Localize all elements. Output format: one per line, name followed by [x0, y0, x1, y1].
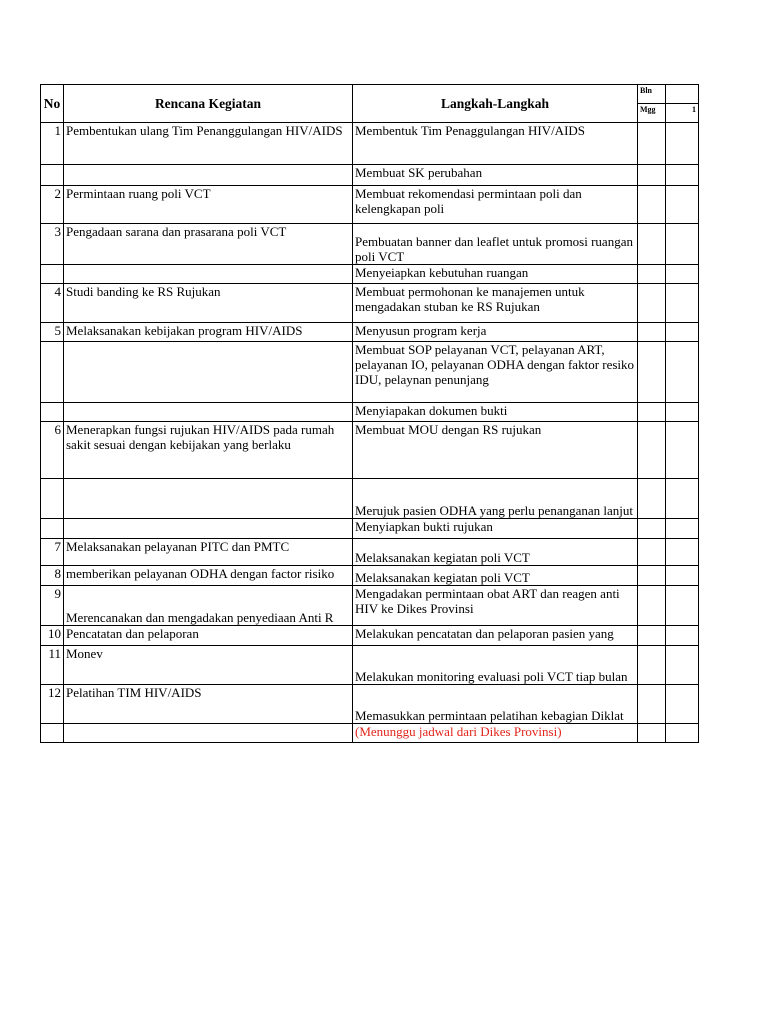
row-langkah: Membuat permohonan ke manajemen untuk mengadakan stuban ke RS Rujukan: [353, 284, 638, 323]
table-row: [41, 646, 699, 685]
row-langkah: Mengadakan permintaan obat ART dan reagen anti HIV ke Dikes Provinsi: [353, 586, 638, 626]
header-week-1: 1: [666, 104, 699, 123]
row-mgg-cell: [666, 403, 699, 422]
row-no: [41, 165, 64, 186]
header-minggu: Mgg: [638, 104, 666, 123]
row-mgg-cell: [666, 724, 699, 743]
row-mgg-cell: [666, 186, 699, 224]
table-row: [41, 539, 699, 566]
header-bulan-value: [666, 85, 699, 104]
row-no: [41, 403, 64, 422]
row-bln-cell: [638, 422, 666, 479]
row-mgg-cell: [666, 165, 699, 186]
row-mgg-cell: [666, 284, 699, 323]
row-langkah: Menyiapakan dokumen bukti: [353, 403, 638, 422]
table-row: [41, 586, 699, 626]
row-rencana: Permintaan ruang poli VCT: [64, 186, 353, 224]
row-mgg-cell: [666, 626, 699, 646]
row-mgg-cell: [666, 265, 699, 284]
row-rencana: Pengadaan sarana dan prasarana poli VCT: [64, 224, 353, 265]
row-mgg-cell: [666, 323, 699, 342]
row-mgg-cell: [666, 422, 699, 479]
row-rencana: [64, 165, 353, 186]
row-mgg-cell: [666, 519, 699, 539]
row-bln-cell: [638, 685, 666, 724]
row-no: 10: [41, 626, 64, 646]
row-bln-cell: [638, 123, 666, 165]
table-row: [41, 123, 699, 165]
row-rencana: [64, 403, 353, 422]
row-rencana: Melaksanakan kebijakan program HIV/AIDS: [64, 323, 353, 342]
header-row: [41, 85, 699, 104]
row-no: 4: [41, 284, 64, 323]
row-langkah: Melaksanakan kegiatan poli VCT: [353, 566, 638, 586]
table-row: [41, 685, 699, 724]
row-no: [41, 479, 64, 519]
row-langkah: Menyeiapkan kebutuhan ruangan: [353, 265, 638, 284]
table-row: [41, 566, 699, 586]
table-row: [41, 422, 699, 479]
table-row: [41, 342, 699, 403]
row-no: 1: [41, 123, 64, 165]
table-row: [41, 479, 699, 519]
row-bln-cell: [638, 539, 666, 566]
row-langkah: Membuat rekomendasi permintaan poli dan kelengkapan poli: [353, 186, 638, 224]
row-rencana: Pembentukan ulang Tim Penanggulangan HIV/AIDS: [64, 123, 353, 165]
row-bln-cell: [638, 646, 666, 685]
row-rencana: [64, 479, 353, 519]
row-rencana: [64, 342, 353, 403]
table-row: [41, 403, 699, 422]
table-row: [41, 165, 699, 186]
row-no: 9: [41, 586, 64, 626]
row-mgg-cell: [666, 479, 699, 519]
row-mgg-cell: [666, 123, 699, 165]
row-bln-cell: [638, 323, 666, 342]
row-bln-cell: [638, 479, 666, 519]
row-no: 11: [41, 646, 64, 685]
row-bln-cell: [638, 165, 666, 186]
row-mgg-cell: [666, 342, 699, 403]
row-no: 12: [41, 685, 64, 724]
row-langkah: Membentuk Tim Penaggulangan HIV/AIDS: [353, 123, 638, 165]
row-no: 7: [41, 539, 64, 566]
row-rencana: [64, 519, 353, 539]
row-bln-cell: [638, 586, 666, 626]
table-row: [41, 265, 699, 284]
row-bln-cell: [638, 519, 666, 539]
row-langkah: Membuat SOP pelayanan VCT, pelayanan ART, pelayanan IO, pelayanan ODHA dengan faktor resiko IDU, pelaynan penunjang: [353, 342, 638, 403]
row-bln-cell: [638, 724, 666, 743]
row-rencana: Melaksanakan pelayanan PITC dan PMTC: [64, 539, 353, 566]
table-row: [41, 186, 699, 224]
row-bln-cell: [638, 626, 666, 646]
row-no: 6: [41, 422, 64, 479]
row-langkah: Menyiapkan bukti rujukan: [353, 519, 638, 539]
row-no: [41, 342, 64, 403]
row-rencana: [64, 265, 353, 284]
row-langkah: Memasukkan permintaan pelatihan kebagian Diklat: [353, 685, 638, 724]
row-bln-cell: [638, 403, 666, 422]
row-langkah: Membuat MOU dengan RS rujukan: [353, 422, 638, 479]
header-langkah-langkah: Langkah-Langkah: [353, 85, 638, 123]
row-no: 8: [41, 566, 64, 586]
row-langkah-note: (Menunggu jadwal dari Dikes Provinsi): [353, 724, 638, 743]
row-langkah: Pembuatan banner dan leaflet untuk promosi ruangan poli VCT: [353, 224, 638, 265]
row-bln-cell: [638, 224, 666, 265]
row-langkah: Menyusun program kerja: [353, 323, 638, 342]
row-bln-cell: [638, 342, 666, 403]
row-bln-cell: [638, 284, 666, 323]
row-no: 3: [41, 224, 64, 265]
row-mgg-cell: [666, 566, 699, 586]
header-no: No: [41, 85, 64, 123]
row-rencana: Merencanakan dan mengadakan penyediaan Anti R: [64, 586, 353, 626]
activity-plan-table: [40, 84, 699, 743]
row-mgg-cell: [666, 685, 699, 724]
row-langkah: Melakukan pencatatan dan pelaporan pasien yang: [353, 626, 638, 646]
table-row: [41, 224, 699, 265]
row-no: [41, 265, 64, 284]
table-row: [41, 519, 699, 539]
row-mgg-cell: [666, 586, 699, 626]
table-row: [41, 724, 699, 743]
row-bln-cell: [638, 186, 666, 224]
row-langkah: Merujuk pasien ODHA yang perlu penanganan lanjut: [353, 479, 638, 519]
row-no: [41, 519, 64, 539]
row-rencana: Pencatatan dan pelaporan: [64, 626, 353, 646]
row-no: 2: [41, 186, 64, 224]
row-rencana: Menerapkan fungsi rujukan HIV/AIDS pada rumah sakit sesuai dengan kebijakan yang berlaku: [64, 422, 353, 479]
row-bln-cell: [638, 566, 666, 586]
row-rencana: Studi banding ke RS Rujukan: [64, 284, 353, 323]
table-row: [41, 323, 699, 342]
table-row: [41, 284, 699, 323]
header-bulan: Bln: [638, 85, 666, 104]
row-mgg-cell: [666, 539, 699, 566]
row-bln-cell: [638, 265, 666, 284]
row-langkah: Melaksanakan kegiatan poli VCT: [353, 539, 638, 566]
row-mgg-cell: [666, 646, 699, 685]
header-rencana-kegiatan: Rencana Kegiatan: [64, 85, 353, 123]
row-no: [41, 724, 64, 743]
row-rencana: Pelatihan TIM HIV/AIDS: [64, 685, 353, 724]
row-langkah: Melakukan monitoring evaluasi poli VCT tiap bulan: [353, 646, 638, 685]
row-rencana: memberikan pelayanan ODHA dengan factor risiko: [64, 566, 353, 586]
row-langkah: Membuat SK perubahan: [353, 165, 638, 186]
row-rencana: Monev: [64, 646, 353, 685]
row-rencana: [64, 724, 353, 743]
table-row: [41, 626, 699, 646]
row-mgg-cell: [666, 224, 699, 265]
row-no: 5: [41, 323, 64, 342]
